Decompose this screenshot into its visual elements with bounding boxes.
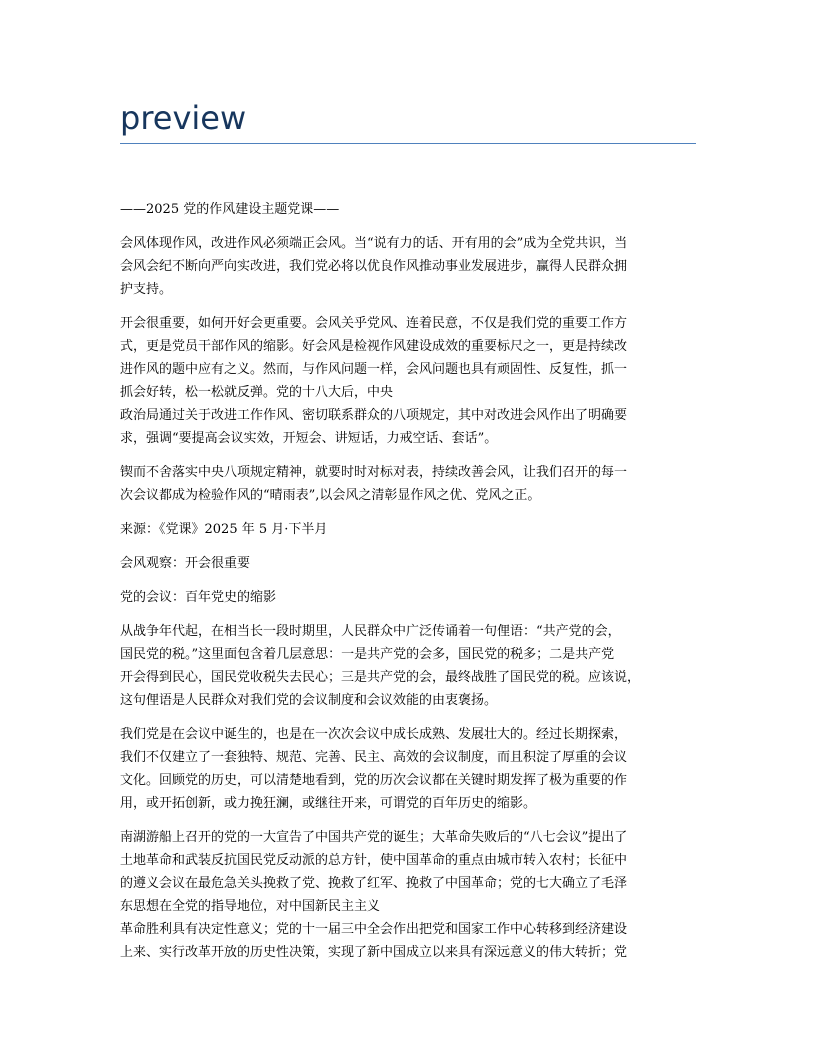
paragraph-line: 从战争年代起，在相当长一段时期里，人民群众中广泛传诵着一句俚语：“共产党的会， xyxy=(120,624,621,639)
paragraph-line: 会风体现作风，改进作风必须端正会风。当“说有力的话、开有用的会”成为全党共识，当 xyxy=(120,236,628,251)
paragraph-line: 上来、实行改革开放的历史性决策，实现了新中国成立以来具有深远意义的伟大转折；党 xyxy=(120,945,628,960)
paragraph-line: 抓会好转，松一松就反弹。党的十八大后，中央 xyxy=(120,385,394,400)
paragraph-line: 文化。回顾党的历史，可以清楚地看到，党的历次会议都在关键时期发挥了极为重要的作 xyxy=(120,773,628,788)
page-title: preview xyxy=(120,99,247,137)
paragraph-line: 政治局通过关于改进工作作风、密切联系群众的八项规定，其中对改进会风作出了明确要 xyxy=(120,408,628,423)
paragraph xyxy=(120,461,698,507)
title-divider xyxy=(120,143,696,144)
document-body xyxy=(120,198,698,975)
paragraph-line: 我们党是在会议中诞生的，也是在一次次会议中成长成熟、发展壮大的。经过长期探索， xyxy=(120,727,628,742)
paragraph-line: 用，或开拓创新，或力挽狂澜，或继往开来，可谓党的百年历史的缩影。 xyxy=(120,796,537,811)
paragraph xyxy=(120,232,698,301)
paragraph-line: 国民党的税。”这里面包含着几层意思：一是共产党的会多，国民党的税多；二是共产党 xyxy=(120,647,615,662)
paragraph-line: ——2025 党的作风建设主题党课—— xyxy=(120,202,340,217)
paragraph-line: 土地革命和武装反抗国民党反动派的总方针，使中国革命的重点由城市转入农村；长征中 xyxy=(120,853,628,868)
paragraph-line: 护支持。 xyxy=(120,282,173,297)
paragraph xyxy=(120,518,698,541)
paragraph-line: 求，强调“要提高会议实效，开短会、讲短话，力戒空话、套话”。 xyxy=(120,431,498,446)
paragraph xyxy=(120,552,698,575)
paragraph-line: 开会很重要，如何开好会更重要。会风关乎党风、连着民意，不仅是我们党的重要工作方 xyxy=(120,316,628,331)
paragraph-line: 这句俚语是人民群众对我们党的会议制度和会议效能的由衷褒扬。 xyxy=(120,693,498,708)
paragraph-line: 革命胜利具有决定性意义；党的十一届三中全会作出把党和国家工作中心转移到经济建设 xyxy=(120,922,628,937)
paragraph-line: 的遵义会议在最危急关头挽救了党、挽救了红军、挽救了中国革命；党的七大确立了毛泽 xyxy=(120,876,628,891)
paragraph-line: 会风观察：开会很重要 xyxy=(120,556,251,571)
paragraph-line: 南湖游船上召开的党的一大宣告了中国共产党的诞生；大革命失败后的“八七会议”提出了 xyxy=(120,830,628,845)
paragraph xyxy=(120,723,698,815)
paragraph-line: 式，更是党员干部作风的缩影。好会风是检视作风建设成效的重要标尺之一，更是持续改 xyxy=(120,339,628,354)
paragraph xyxy=(120,312,698,450)
paragraph xyxy=(120,826,698,964)
paragraph-line: 开会得到民心，国民党收税失去民心；三是共产党的会，最终战胜了国民党的税。应该说， xyxy=(120,670,641,685)
paragraph-line: 锲而不舍落实中央八项规定精神，就要时时对标对表，持续改善会风，让我们召开的每一 xyxy=(120,465,628,480)
paragraph-line: 党的会议：百年党史的缩影 xyxy=(120,590,277,605)
paragraph-line: 进作风的题中应有之义。然而，与作风问题一样，会风问题也具有顽固性、反复性，抓一 xyxy=(120,362,628,377)
paragraph-line: 次会议都成为检验作风的“晴雨表”,以会风之清彰显作风之优、党风之正。 xyxy=(120,488,541,503)
paragraph xyxy=(120,198,698,221)
paragraph-line: 我们不仅建立了一套独特、规范、完善、民主、高效的会议制度，而且积淀了厚重的会议 xyxy=(120,750,628,765)
paragraph-line: 来源：《党课》2025 年 5 月·下半月 xyxy=(120,522,328,537)
paragraph-line: 会风会纪不断向严向实改进，我们党必将以优良作风推动事业发展进步，赢得人民群众拥 xyxy=(120,259,628,274)
paragraph-line: 东思想在全党的指导地位，对中国新民主主义 xyxy=(120,899,381,914)
paragraph xyxy=(120,586,698,609)
paragraph xyxy=(120,620,698,712)
